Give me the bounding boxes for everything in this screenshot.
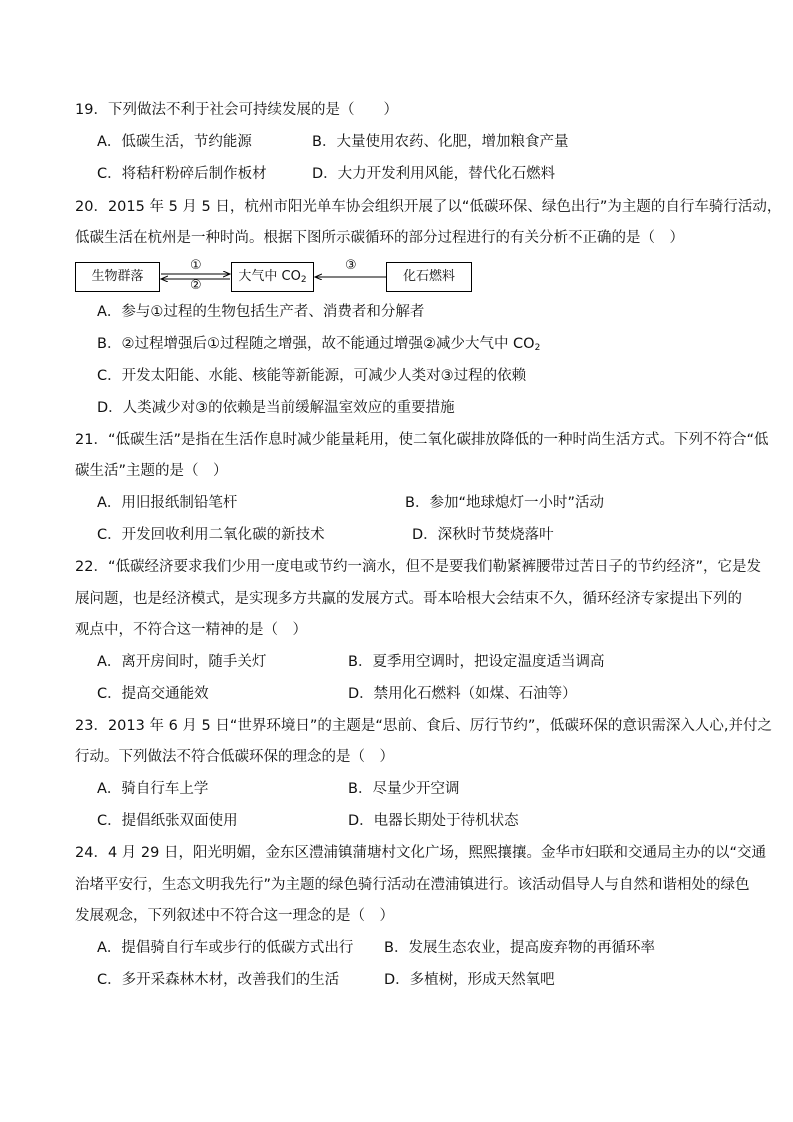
- q21-option-a: A．用旧报纸制铅笔杆: [97, 495, 238, 511]
- q22-option-c: C．提高交通能效: [97, 686, 209, 702]
- q19-option-c: C．将秸秆粉碎后制作板材: [97, 166, 267, 182]
- diagram-box-biological-community: 生物群落: [75, 262, 160, 292]
- q20-option-a: A．参与①过程的生物包括生产者、消费者和分解者: [97, 304, 425, 320]
- diagram-box-fossil-fuel: 化石燃料: [386, 262, 472, 292]
- q20-option-d: D．人类减少对③的依赖是当前缓解温室效应的重要措施: [97, 400, 455, 416]
- diagram-label-1: ①: [190, 258, 202, 273]
- q24-option-c: C．多开采森林木材，改善我们的生活: [97, 972, 340, 988]
- q23-option-a: A．骑自行车上学: [97, 781, 209, 797]
- q20-option-b: B．②过程增强后①过程随之增强，故不能通过增强②减少大气中 $CO_2$: [97, 336, 541, 353]
- q23-option-c: C．提倡纸张双面使用: [97, 813, 238, 829]
- q22-option-a: A．离开房间时，随手关灯: [97, 654, 267, 670]
- diagram-label-3: ③: [345, 258, 357, 273]
- q22-stem-line1: 22．“低碳经济要求我们少用一度电或节约一滴水，但不是要我们勒紧裤腰带过苦日子的节约经济”，它是发: [75, 559, 761, 575]
- q23-option-b: B．尽量少开空调: [348, 781, 460, 797]
- q19-stem: 19．下列做法不利于社会可持续发展的是（ ）: [75, 102, 398, 118]
- q20-option-c: C．开发太阳能、水能、核能等新能源，可减少人类对③过程的依赖: [97, 368, 527, 384]
- q24-stem-line1: 24．4 月 29 日，阳光明媚，金东区澧浦镇蒲塘村文化广场，熙熙攘攘。金华市妇联和交通局主办的以“交通: [75, 845, 766, 861]
- q23-option-d: D．电器长期处于待机状态: [348, 813, 519, 829]
- diagram-box-atmospheric-co2: 大气中 $CO_2$: [231, 262, 314, 292]
- q24-option-b: B．发展生态农业，提高废弃物的再循环率: [384, 940, 655, 956]
- q22-option-d: D．禁用化石燃料（如煤、石油等）: [348, 686, 577, 702]
- q20-stem-line1: 20．2015 年 5 月 5 日，杭州市阳光单车协会组织开展了以“低碳环保、绿色出行”为主题的自行车骑行活动，: [75, 199, 782, 215]
- q21-option-b: B．参加“地球熄灯一小时”活动: [405, 495, 604, 511]
- q23-stem-line2: 行动。下列做法不符合低碳环保的理念的是（ ）: [75, 749, 394, 765]
- q24-option-d: D．多植树，形成天然氧吧: [384, 972, 555, 988]
- q24-stem-line2: 治堵平安行，生态文明我先行”为主题的绿色骑行活动在澧浦镇进行。该活动倡导人与自然和谐相处的绿色: [75, 877, 750, 893]
- q22-stem-line2: 展问题，也是经济模式，是实现多方共赢的发展方式。哥本哈根大会结束不久，循环经济专家提出下列的: [75, 591, 742, 607]
- q19-option-d: D．大力开发利用风能，替代化石燃料: [312, 166, 556, 182]
- q21-stem-line1: 21．“低碳生活”是指在生活作息时减少能量耗用，使二氧化碳排放降低的一种时尚生活方式。下列不符合“低: [75, 432, 769, 448]
- q19-option-b: B．大量使用农药、化肥，增加粮食产量: [312, 134, 569, 150]
- q21-option-c: C．开发回收利用二氧化碳的新技术: [97, 527, 325, 543]
- diagram-label-2: ②: [190, 278, 202, 293]
- q20-stem-line2: 低碳生活在杭州是一种时尚。根据下图所示碳循环的部分过程进行的有关分析不正确的是（ ）: [75, 230, 684, 246]
- q22-stem-line3: 观点中，不符合这一精神的是（ ）: [75, 622, 307, 638]
- q21-option-d: D．深秋时节焚烧落叶: [412, 527, 554, 543]
- q19-option-a: A．低碳生活，节约能源: [97, 134, 252, 150]
- q21-stem-line2: 碳生活”主题的是（ ）: [75, 463, 228, 479]
- q24-stem-line3: 发展观念，下列叙述中不符合这一理念的是（ ）: [75, 908, 394, 924]
- q23-stem-line1: 23．2013 年 6 月 5 日“世界环境日”的主题是“思前、食后、厉行节约”，低碳环保的意识需深入人心,并付之: [75, 718, 773, 734]
- q24-option-a: A．提倡骑自行车或步行的低碳方式出行: [97, 940, 354, 956]
- q22-option-b: B．夏季用空调时，把设定温度适当调高: [348, 654, 605, 670]
